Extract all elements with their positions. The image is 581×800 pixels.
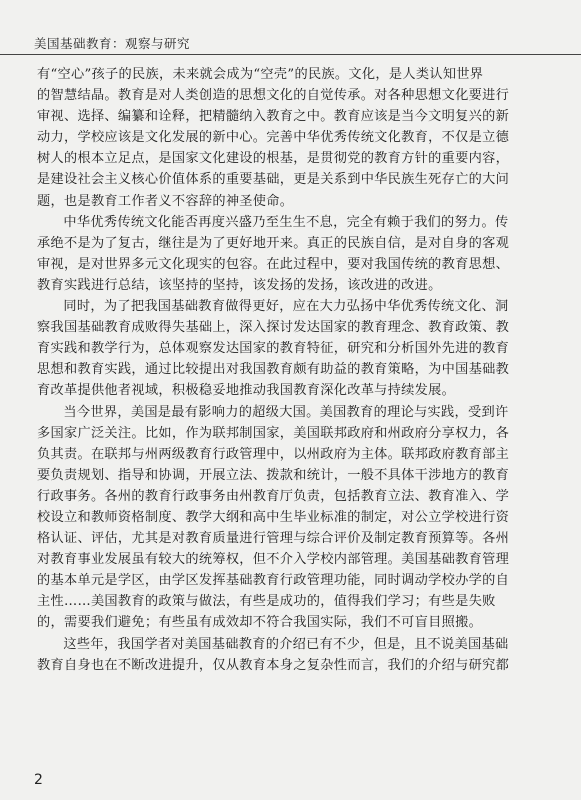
text-line: 中华优秀传统文化能否再度兴盛乃至生生不息，完全有赖于我们的努力。传: [63, 214, 509, 230]
text-line: 这些年，我国学者对美国基础教育的介绍已有不少，但是，且不说美国基础: [63, 636, 509, 652]
paragraph: [37, 402, 549, 634]
paragraph: [37, 212, 549, 296]
text-line: 题，也是教育工作者义不容辞的神圣使命。: [37, 193, 294, 209]
text-line: 的智慧结晶。教育是对人类创造的思想文化的自觉传承。对各种思想文化要进行: [37, 88, 510, 104]
text-line: 教育实践进行总结，该坚持的坚持，该发扬的发扬，该改进的改进。: [37, 277, 442, 293]
text-line: 承绝不是为了复古，继往是为了更好地开来。真正的民族自信，是对自身的客观: [37, 235, 510, 251]
text-line: 对教育事业发展虽有较大的统筹权，但不介入学校内部管理。美国基础教育管理: [37, 552, 510, 568]
text-line: 格认证、评估，尤其是对教育质量进行管理与综合评价及制定教育预算等。各州: [37, 531, 510, 547]
text-line: 校设立和教师资格制度、教学大纲和高中生毕业标准的制定，对公立学校进行资: [37, 509, 510, 525]
text-line: 察我国基础教育成败得失基础上，深入探讨发达国家的教育理念、教育政策、教: [37, 320, 510, 336]
paragraph: [37, 64, 549, 212]
text-line: 当今世界，美国是最有影响力的超级大国。美国教育的理论与实践，受到许: [63, 404, 509, 420]
text-line: 是建设社会主义核心价值体系的重要基础，更是关系到中华民族生死存亡的大问: [37, 172, 510, 188]
text-line: 的，需要我们避免；有些虽有成效却不符合我国实际，我们不可盲目照搬。: [37, 615, 483, 631]
text-line: 多国家广泛关注。比如，作为联邦制国家，美国联邦政府和州政府分享权力，各: [37, 425, 510, 441]
body-text: [37, 64, 549, 676]
paragraph: [37, 296, 549, 401]
text-line: 要负责规划、指导和协调，开展立法、拨款和统计，一般不具体干涉地方的教育: [37, 467, 510, 483]
text-line: 有“空心”孩子的民族，未来就会成为“空壳”的民族。文化，是人类认知世界: [37, 67, 484, 82]
text-line: 教育自身也在不断改进提升，仅从教育本身之复杂性而言，我们的介绍与研究都: [37, 657, 510, 673]
running-header: 美国基础教育：观察与研究: [34, 36, 191, 51]
text-line: 育改革提供他者视域，积极稳妥地推动我国教育深化改革与持续发展。: [37, 383, 456, 399]
text-line: 树人的根本立足点，是国家文化建设的根基，是贯彻党的教育方针的重要内容，: [37, 151, 510, 167]
page-number: 2: [34, 772, 43, 788]
paragraph: [37, 634, 549, 676]
text-line: 审视、选择、编纂和诠释，把精髓纳入教育之中。教育应该是当今文明复兴的新: [37, 109, 510, 125]
text-line: 思想和教育实践，通过比较提出对我国教育颇有助益的教育策略，为中国基础教: [37, 362, 510, 378]
text-line: 负其责。在联邦与州两级教育行政管理中，以州政府为主体。联邦政府教育部主: [37, 446, 510, 462]
text-line: 行政事务。各州的教育行政事务由州教育厅负责，包括教育立法、教育准入、学: [37, 488, 510, 504]
header-rule: [0, 54, 581, 55]
text-line: 的基本单元是学区，由学区发挥基础教育行政管理功能，同时调动学校办学的自: [37, 573, 510, 589]
text-line: 审视，是对世界多元文化现实的包容。在此过程中，要对我国传统的教育思想、: [37, 256, 510, 272]
text-line: 主性……美国教育的政策与做法，有些是成功的，值得我们学习；有些是失败: [37, 594, 496, 610]
text-line: 育实践和教学行为，总体观察发达国家的教育特征，研究和分析国外先进的教育: [37, 341, 510, 357]
text-line: 同时，为了把我国基础教育做得更好，应在大力弘扬中华优秀传统文化、洞: [63, 299, 509, 315]
text-line: 动力，学校应该是文化发展的新中心。完善中华优秀传统文化教育，不仅是立德: [37, 130, 510, 146]
